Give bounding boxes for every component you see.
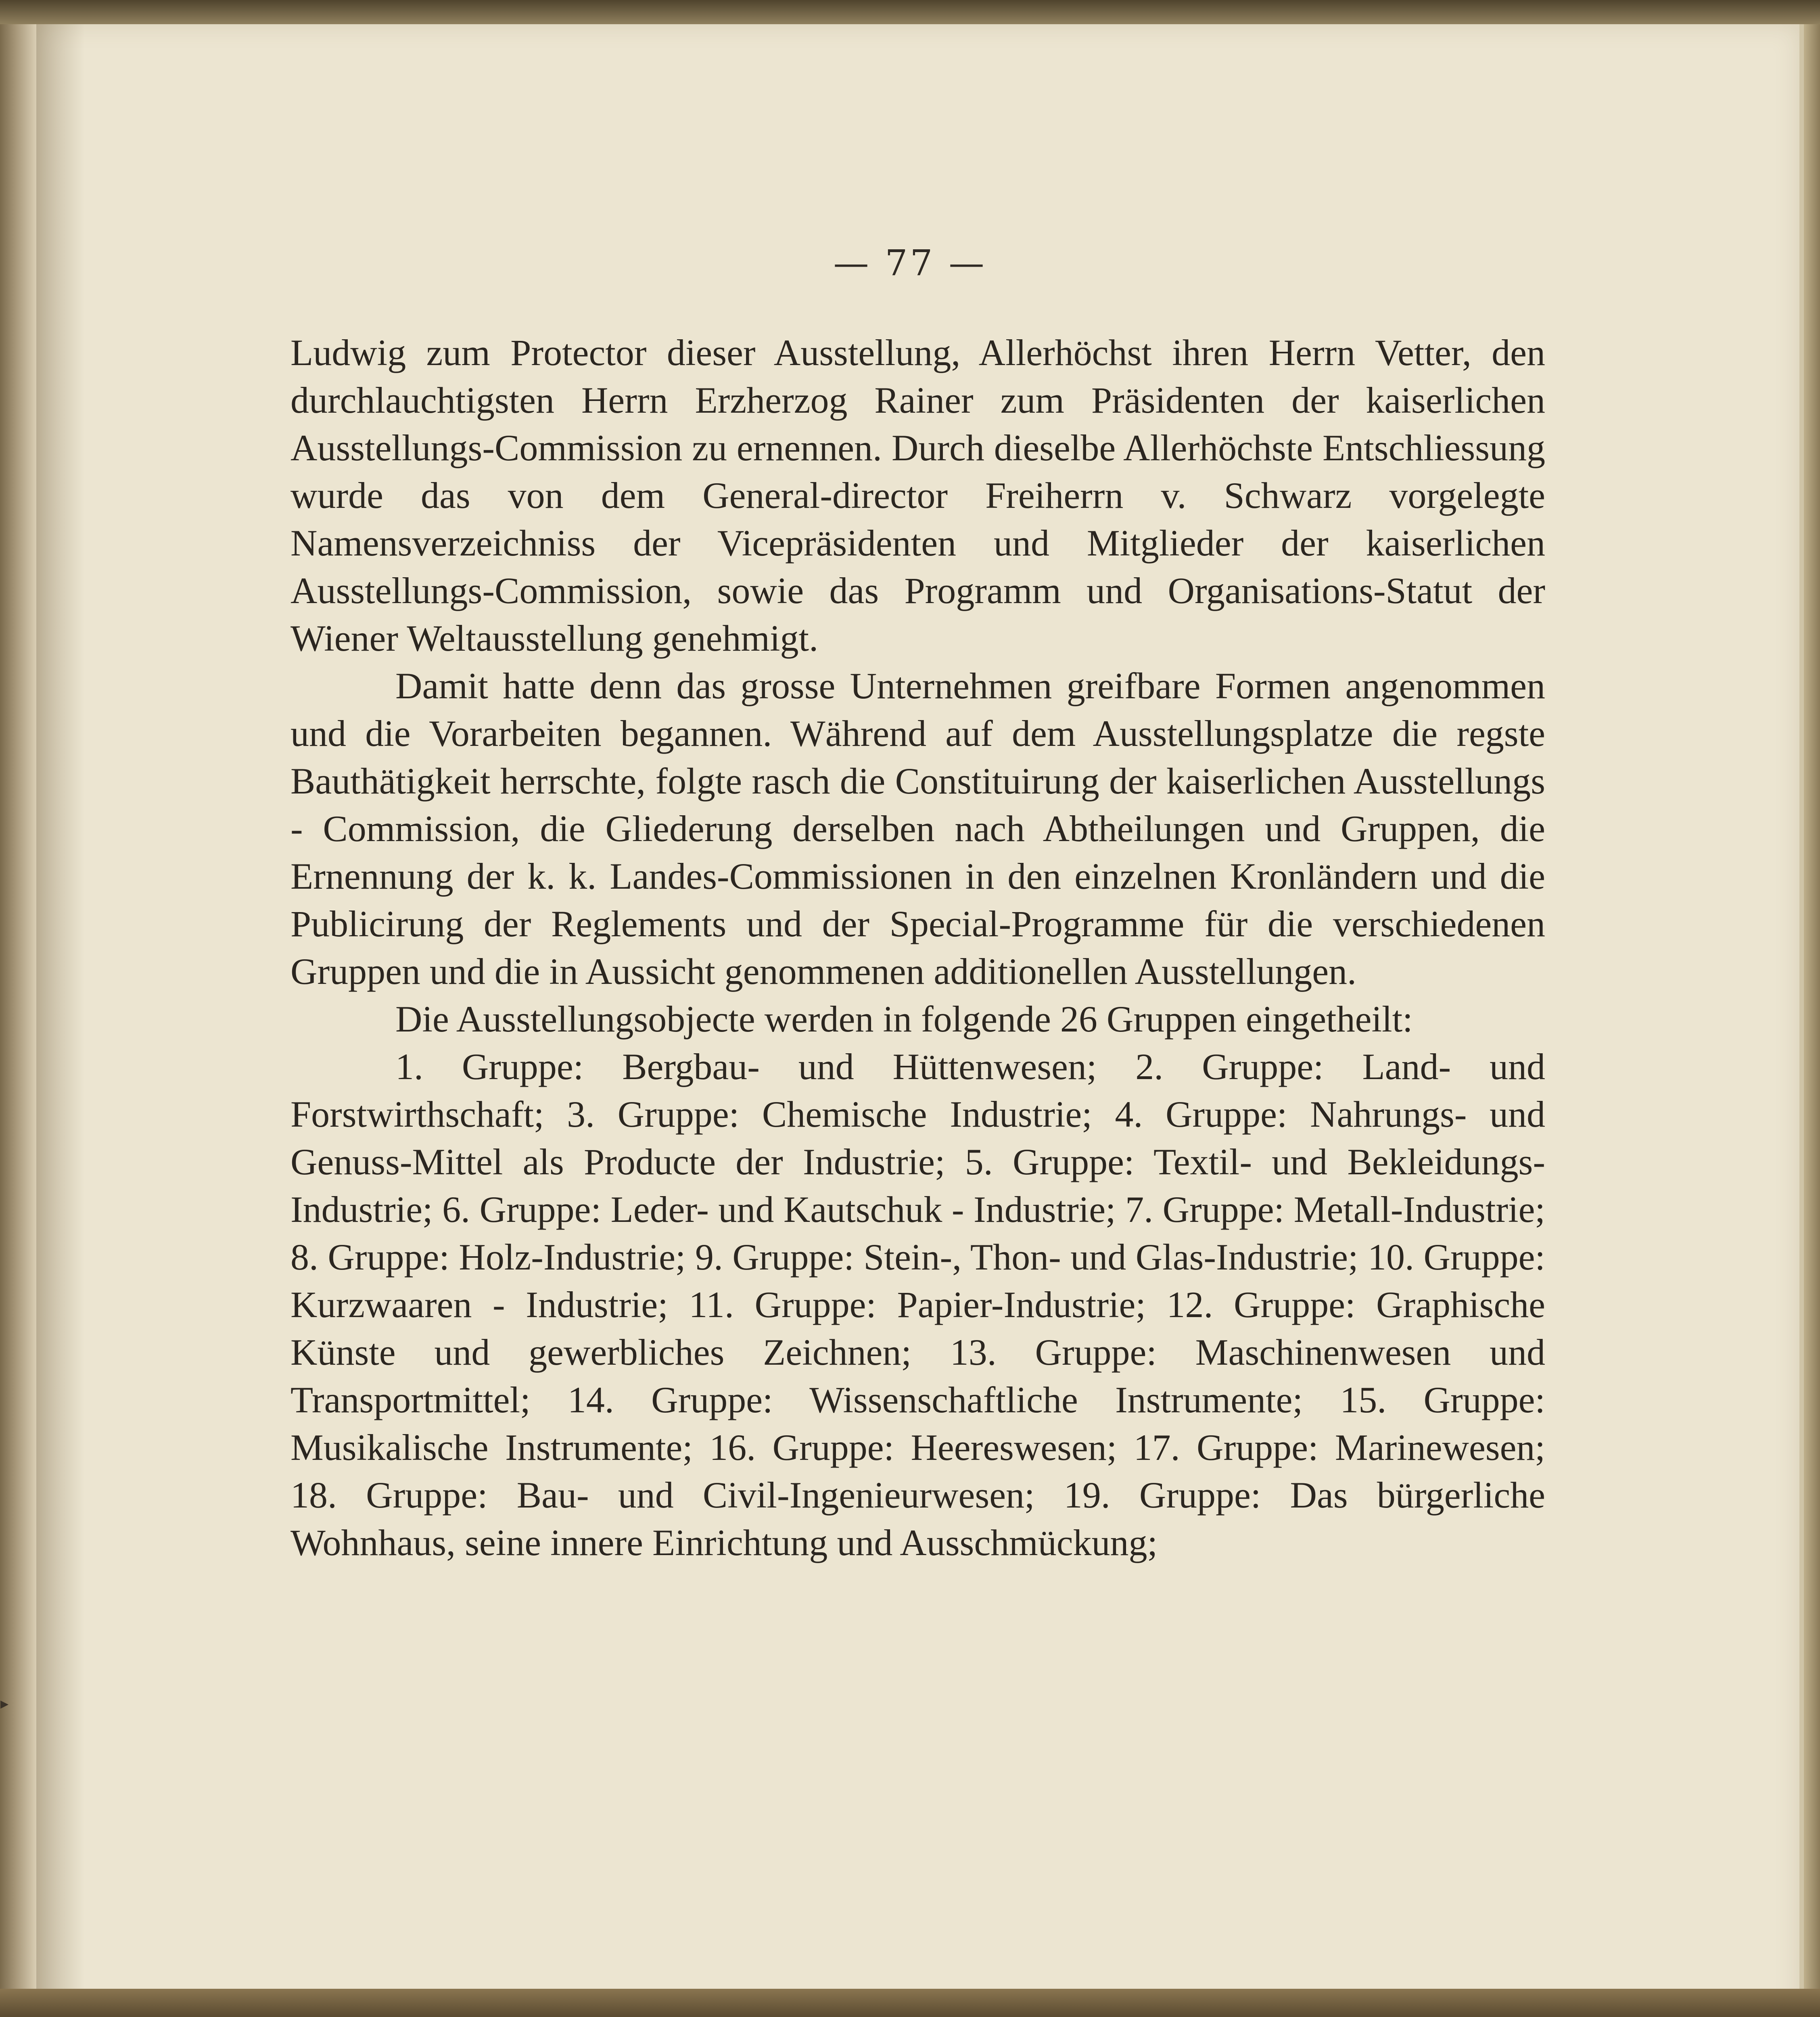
paragraph-groups-intro: Die Ausstellungsobjecte werden in folgende 26 Gruppen eingetheilt: [395, 998, 1413, 1040]
paragraph-group-list: 1. Gruppe: Bergbau- und Hüttenwesen; 2. Gruppe: Land- und Forstwirthschaft; 3. Gruppe: Chemische Industrie; 4. Gruppe: Nahrungs- und Genuss-Mittel als Producte der Industrie; 5. Gruppe: Textil- und Bekleidungs-Industrie; 6. Gruppe: Leder- und Kautschuk - Industrie; 7. Gruppe: Metall-Industrie; 8. Gruppe: Holz-Industrie; 9. Gruppe: Stein-, Thon- und Glas-Industrie; 10. Gruppe: Kurzwaaren - Industrie; 11. Gruppe: Papier-Industrie; 12. Gruppe: Graphische Künste und gewerbliches Zeichnen; 13. Gruppe: Maschinenwesen und Transportmittel; 14. Gruppe: Wissenschaftliche Instrumente; 15. Gruppe: Musikalische Instrumente; 16. Gruppe: Heereswesen; 17. Gruppe: Marinewesen; 18. Gruppe: Bau- und Civil-Ingenieurwesen; 19. Gruppe: Das bürgerliche Wohnhaus, seine innere Einrichtung und Ausschmückung; [290, 1046, 1545, 1563]
book-bottom-edge [0, 1989, 1820, 2017]
paragraph-exhibition-progress: Damit hatte denn das grosse Unternehmen greifbare Formen angenommen und die Vorarbeiten begannen. Während auf dem Ausstellungsplatze die regste Bauthätigkeit herrschte, folgte rasch die Constituirung der kaiserlichen Ausstellungs - Commission, die Gliederung derselben nach Abtheilungen und Gruppen, die Ernennung der k. k. Landes-Commissionen in den einzelnen Kronländern und die Publicirung der Reglements und der Special-Programme für die verschiedenen Gruppen und die in Aussicht genommenen additionellen Ausstellungen. [290, 665, 1545, 992]
page-stack-edge [1804, 24, 1820, 2017]
paragraph-continuation: Ludwig zum Protector dieser Ausstellung, Allerhöchst ihren Herrn Vetter, den durchlauchtigsten Herrn Erzherzog Rainer zum Präsidenten der kaiserlichen Ausstellungs-Commission zu ernennen. Durch dieselbe Allerhöchste Entschliessung wurde das von dem General-director Freiherrn v. Schwarz vorgelegte Namensverzeichniss der Vicepräsidenten und Mitglieder der kaiserlichen Ausstellungs-Commission, sowie das Programm und Organisations-Statut der Wiener Weltausstellung genehmigt. [290, 332, 1545, 659]
page-number: — 77 — [833, 242, 987, 284]
book-top-edge [0, 0, 1820, 24]
margin-arrow-mark: ▸ [0, 1694, 9, 1713]
body-text [290, 329, 1545, 1566]
page-gutter-shadow [36, 24, 85, 2017]
